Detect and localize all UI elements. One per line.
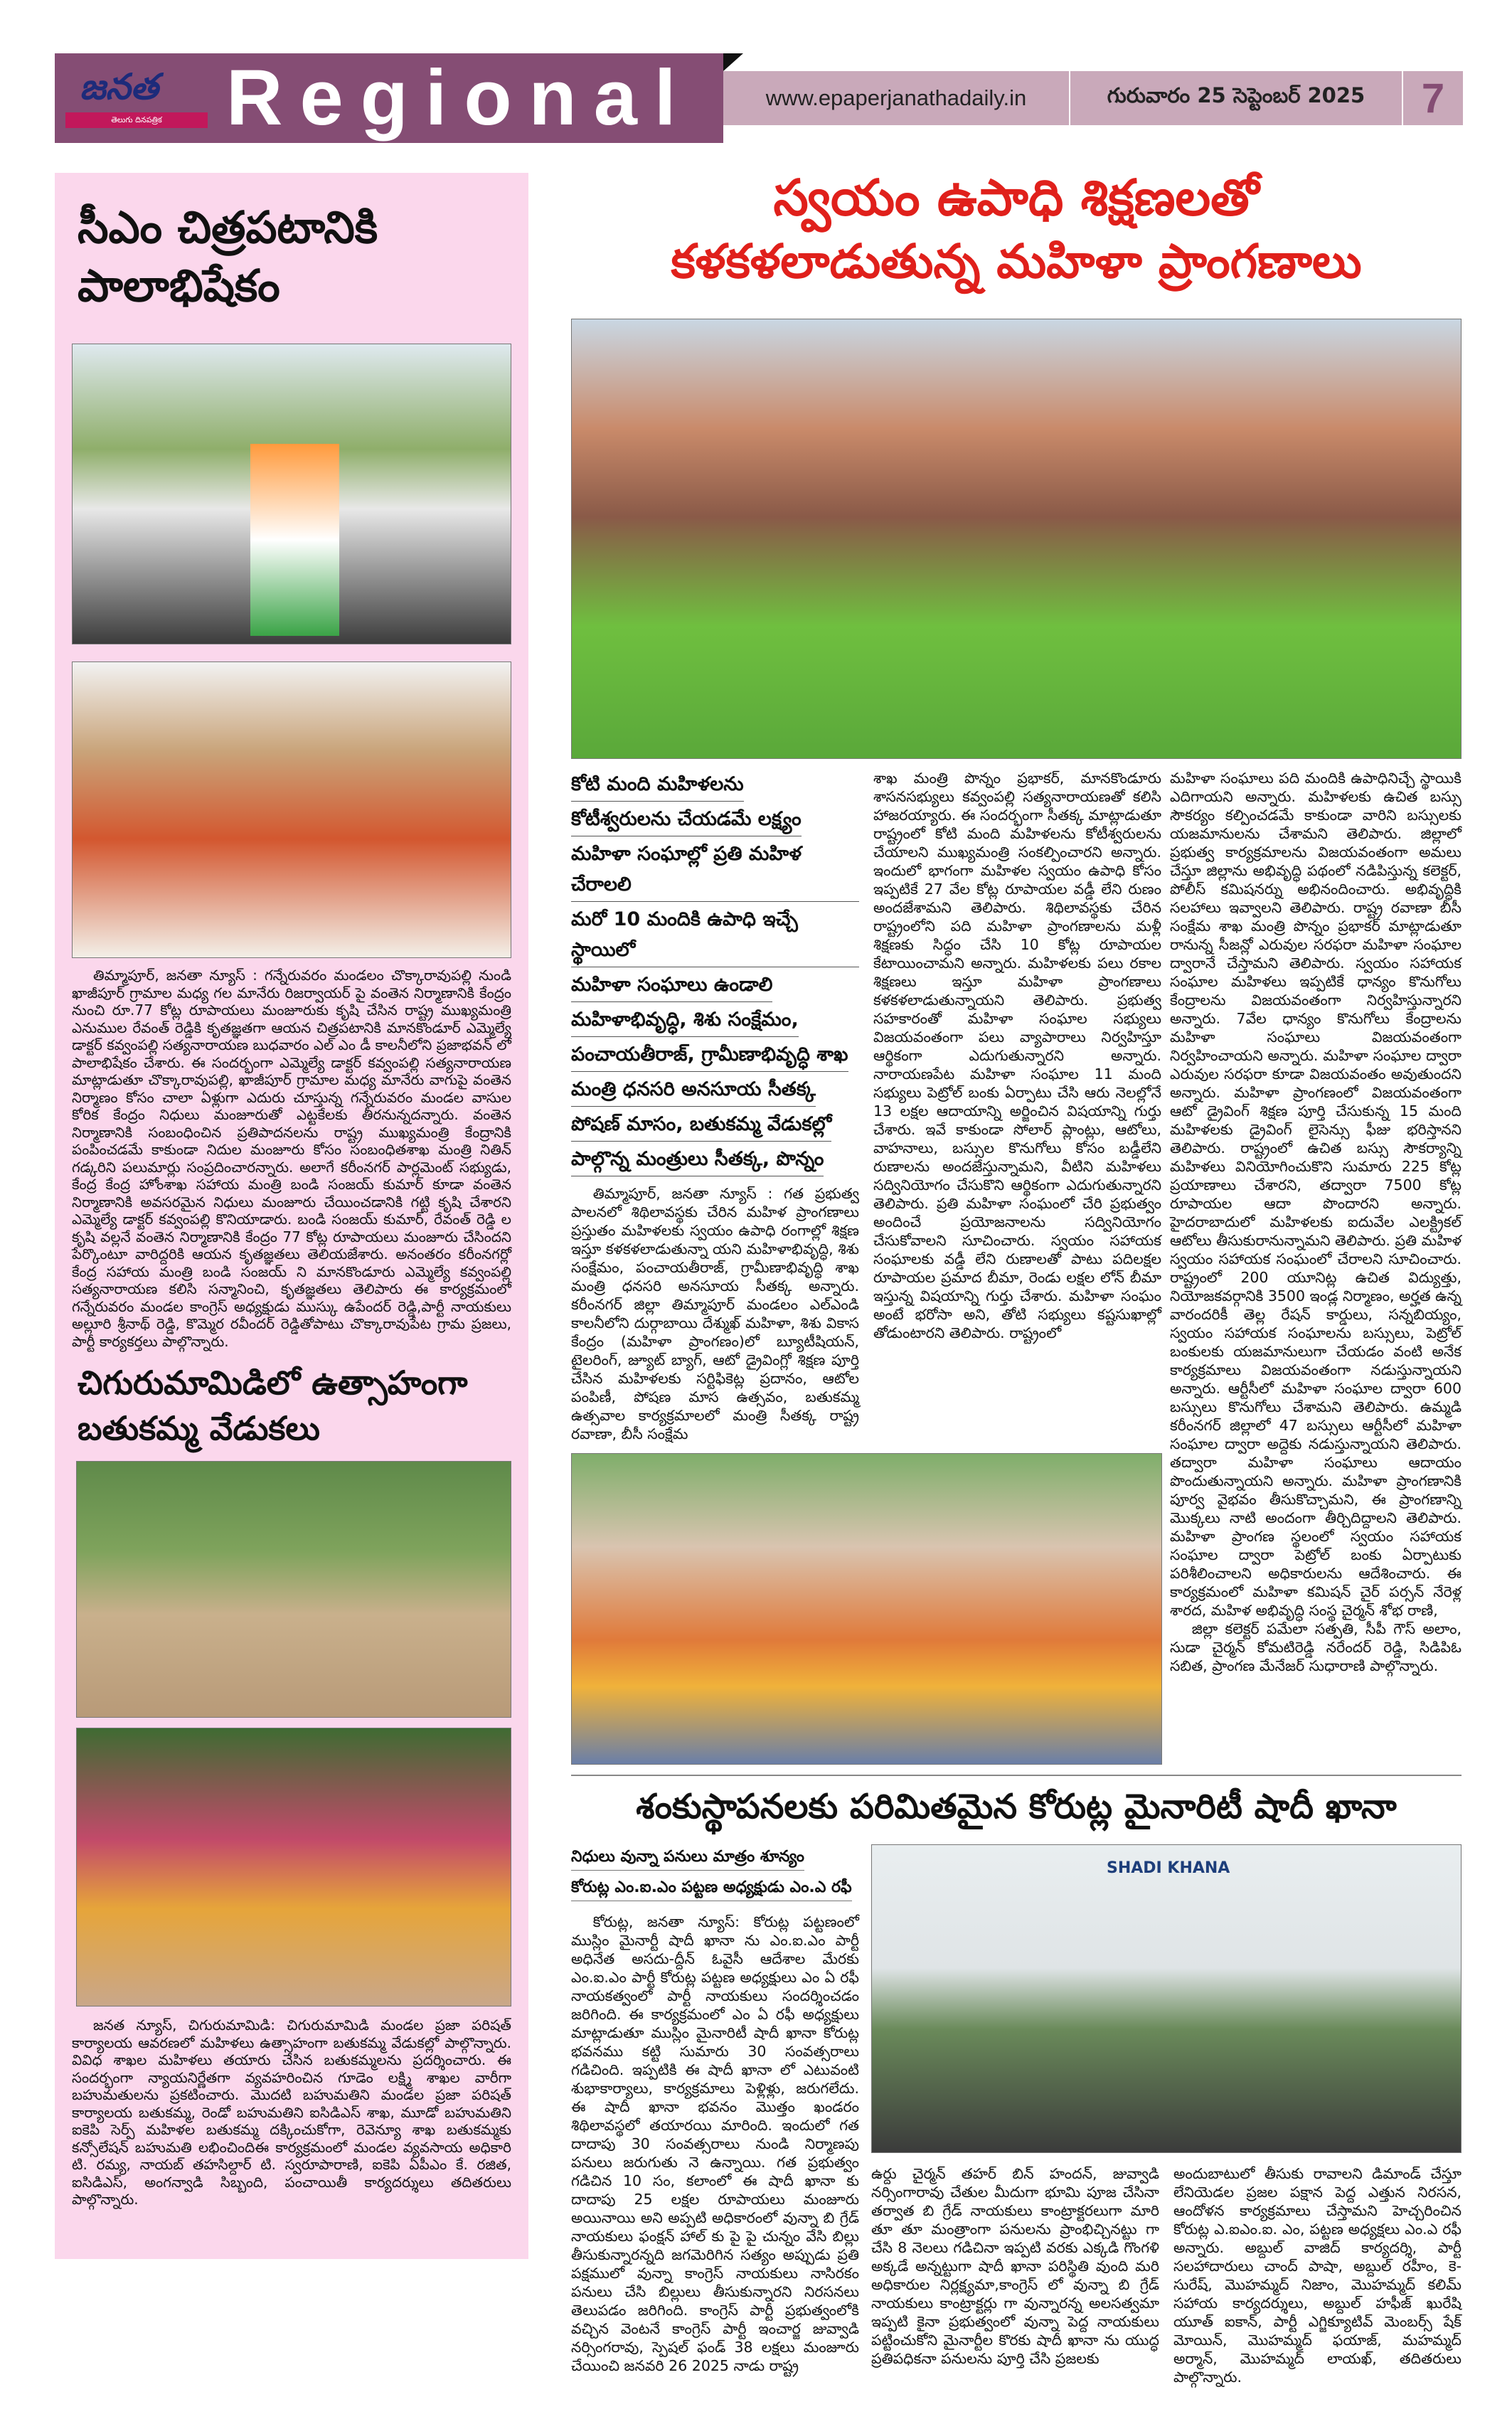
article-column-3 [1170,769,1462,1675]
paragraph: జనత న్యూస్, చిగురుమామిడి: చిగురుమామిడి మండల ప్రజా పరిషత్ కార్యాలయ ఆవరణలో మహిళలు ఉత్సాహంగా బతుకమ్మ వేడుకల్లో పాల్గొన్నారు. వివిధ శాఖల మహిళలు తయారు చేసిన బతుకమ్మలను ప్రదర్శించారు. ఈ సందర్భంగా న్యాయనిర్ణేతగా వ్యవహరించిన గూడెం లక్ష్మి శాఖల వారీగా బహుమతులను ప్రకటించారు. మొదటి బహుమతిని మండల ప్రజా పరిషత్ కార్యాలయ బతుకమ్మ, రెండో బహుమతిని ఐసిడిఎస్ శాఖ, మూడో బహుమతిని ఐకెపి సెర్ప్ మహిళల బతుకమ్మ దక్కించుకోగా, రెవెన్యూ శాఖ బతుకమ్మకు కన్సోలేషన్ బహుమతి లభించిందిఈ కార్యక్రమంలో మండల వ్యవసాయ అధికారి టి. రమ్య, నాయబ్ తహసిల్దార్ టి. స్వరూపారాణి, ఐకెపి ఏపీఎం కే. రజిత, ఐసిడిఎస్, అంగన్వాడి సిబ్బంది, పంచాయితీ కార్యదర్శులు తదితరులు పాల్గొన్నారు. [72,2016,511,2208]
subheading: మహిళాభివృద్ధి, శిశు సంక్షేమం, [571,1004,799,1037]
article-column-2 [873,769,1161,1342]
main-left-columns [571,769,1161,1765]
section-title: Regional [226,54,693,142]
korutla-column-1 [571,1844,859,2375]
masthead-info-strip [723,71,1463,125]
paragraph: ఉర్దు చైర్మన్ తహర్ బిన్ హందన్, జువ్వాడి నర్సింగారావు చేతుల మీదుగా భూమి పూజ చేసినా తర్వాత బి గ్రేడ్ నాయకులు కాంట్రాక్టరలుగా మారి తూ తూ మంత్రాంగా పనులను ప్రాంభిచ్చినట్టు గా చేసి 8 నెలలు గడిచినా ఇప్పటి వరకు ఎక్కడి గొంగళి అక్కడే అన్నట్టుగా షాదీ ఖానా పరిస్థితి వుంది మరి అధికారుల నిర్లక్ష్యమా,కాంగ్రెస్ లో వున్నా బి గ్రేడ్ నాయకులు కాంట్రాక్టర్లు గా వున్నారన్న అలసత్వమా ఇప్పటి కైనా ప్రభుత్వంలో వున్నా పెద్ద నాయకులు పట్టించుకోని మైనార్టీల కొరకు షాదీ ఖానా ను యుద్ధ ప్రతిపధికనా పనులను పూర్తి చేసి ప్రజలకు [871,2165,1159,2367]
photo-ministers-bathukamma [571,1453,1162,1765]
paragraph: తిమ్మాపూర్, జనతా న్యూస్ : గన్నేరువరం మండలం చొక్కారావుపల్లి నుండి ఖాజీపూర్ గ్రామాల మధ్య గల మానేరు రిజర్వాయర్ పై వంతెన నిర్మాణానికి కేంద్రం నుంచి రూ.77 కోట్ల రూపాయలు మంజూరుకు కృషి చేసిన రాష్ట్ర ముఖ్యమంత్రి ఎనుముల రేవంత్ రెడ్డికి కృతజ్ఞతగా ఆయన చిత్రపటానికి మానకొండూర్ ఎమ్మెల్యే డాక్టర్ కవ్వంపల్లి సత్యనారాయణ బుధవారం ఎల్ ఎం డీ కాలనీలోని ప్రజాభవన్ లో పాలాభిషేకం చేశారు. ఈ సందర్భంగా ఎమ్మెల్యే డాక్టర్ కవ్వంపల్లి సత్యనారాయణ మాట్లాడుతూ చొక్కారావుపల్లి, ఖాజీపూర్ గ్రామాల మధ్య మానేరు వాగుపై వంతెన నిర్మాణం కోసం చాలా ఏళ్లుగా ఎదురు చూస్తున్న గన్నేరువరం మండల వాసుల కోరిక కేంద్రం నిధులు మంజూరుతో ఎట్టకేలకు తీరనున్నదన్నారు. వంతెన నిర్మాణానికి సంబంధించిన ప్రతిపాదనలను రాష్ట్ర ముఖ్యమంత్రి కేంద్రానికి పంపించడమే కాకుండా నిదుల మంజూరు కోసం సంబంధితశాఖ మంత్రి నితిన్ గడ్కరిని పలుమార్లు సంప్రదించారన్నారు. అలాగే కరీంనగర్ పార్లమెంట్ సభ్యుడు, కేంద్ర కేంద్ర హోంశాఖ సహాయ మంత్రి బండి సంజయ్ కుమార్ కూడా వంతెన నిర్మాణానికి అవసరమైన నిధులు మంజూరు చేయించడానికి గట్టి కృషి చేశారని ఎమ్మెల్యే డాక్టర్ కవ్వంపల్లి కొనియాడారు. బండి సంజయ్ కుమార్, రేవంత్ రెడ్డి ల కృషి వల్లనే వంతెన నిర్మాణానికి కేంద్రం 77 కోట్ల రూపాయలు మంజూరు చేసిందని పేర్కొంటూ వారిద్దరికి ఆయన కృతజ్ఞతలు తెలియజేశారు. అనంతరం కరీంనగర్లో కేంద్ర సహాయ మంత్రి బండి సంజయ్ ని మానకొండూరు ఎమ్మెల్యే కవ్వంపల్లి సత్యనారాయణ కలిసి సన్మానించి, కృతజ్ఞతలు తెలిపారు ఈ కార్యక్రమంలో గన్నేరువరం మండల కాంగ్రెస్ అధ్యక్షుడు ముస్కు ఉపేందర్ రెడ్డి,పార్టీ నాయకులు అల్లూరి శ్రీనాథ్ రెడ్డి, కొమ్మెర రవీందర్ రెడ్డితోపాటు చొక్కారావుపేట గ్రామ ప్రజలు, పార్టీ కార్యకర్తలు పాల్గొన్నారు. [72,967,511,1350]
logo-text: జనత [80,66,159,107]
section-divider [571,1775,1462,1776]
paragraph: శాఖ మంత్రి పొన్నం ప్రభాకర్, మానకొండూరు శాసనసభ్యులు కవ్వంపల్లి సత్యనారాయణతో కలిసి హాజరయ్యారు. ఈ సందర్భంగా సీతక్క మాట్లాడుతూ రాష్ట్రంలో కోటి మంది మహిళలను కోటీశ్వరులను చేయాలని ముఖ్యమంత్రి సంకల్పించారని అన్నారు. ఇందులో భాగంగా మహిళల స్వయం ఉపాధి కోసం ఇప్పటికే 27 వేల కోట్ల రూపాయల వడ్డీ లేని రుణం అందజేశామని తెలిపారు. శిథిలావస్థకు చేరిన రాష్ట్రంలోని పది మహిళా ప్రాంగణాలను మళ్లీ శిక్షణకు సిద్ధం చేసి 10 కోట్ల రూపాయల కేటాయించామని అన్నారు. మహిళలకు పలు రకాల శిక్షణలు ఇస్తూ మహిళా ప్రాంగణాలు కళకళలాడుతున్నాయని తెలిపారు. ప్రభుత్వ సహకారంతో మహిళా సంఘాల సభ్యులు విజయవంతంగా పలు వ్యాపారాలు నిర్వహిస్తూ ఆర్థికంగా ఎదుగుతున్నారని అన్నారు. నారాయణపేట మహిళా సంఘాల 11 మంది సభ్యులు పెట్రోల్ బంకు ఏర్పాటు చేసి ఆరు నెలల్లోనే 13 లక్షల ఆదాయాన్ని అర్జించిన విషయాన్ని గుర్తు చేశారు. ఇవే కాకుండా సోలార్ ప్లాంట్లు, ఆటోలు, వాహనాలు, బస్సుల కొనుగోలు కోసం బడ్డీలేని రుణాలను అందజేస్తున్నామని, వీటిని మహిళలు సద్వినియోగం చేసుకొని ఆర్థికంగా ఎదుగుతున్నారని తెలిపారు. ప్రతి మహిళా సంఘంలో చేరి ప్రభుత్వం అందించే ప్రయోజనాలను సద్వినియోగం చేసుకోవాలని సూచించారు. స్వయం సహాయక సంఘాలకు వడ్డీ లేని రుణాలతో పాటు పదిలక్షల రూపాయల ప్రమాద బీమా, రెండు లక్షల లోన్ బీమా ఇస్తున్న విషయాన్ని గుర్తు చేశారు. మహిళా సంఘం అంటే భరోసా అని, తోటి సభ్యులు కష్టసుఖాల్లో తోడుంటారని తెలిపారు. రాష్ట్రంలో [873,770,1161,1341]
subheading: నిధులు వున్నా పనులు మాత్రం శూన్యం [571,1844,804,1871]
issue-date: గురువారం 25 సెప్టెంబర్ 2025 [1070,71,1403,125]
paragraph: తిమ్మాపూర్, జనతా న్యూస్ : గత ప్రభుత్వ పాలనలో శిథిలావస్థకు చేరిన మహిళ ప్రాంగణాలు ప్రస్తుతం మహిళలకు స్వయం ఉపాధి రంగాల్లో శిక్షణ ఇస్తూ కళకళలాడుతున్నా యని మహిళాభివృద్ధి, శిశు సంక్షేమం, పంచాయతీరాజ్, గ్రామీణాభివృద్ధి శాఖ మంత్రి ధనసరి అనసూయ సీతక్క అన్నారు. కరీంనగర్ జిల్లా తిమ్మాపూర్ మండలం ఎల్ఎండి కాలనీలోని దుర్గాబాయి దేశ్ముఖ్ మహిళా, శిశు వికాస కేంద్రం (మహిళా ప్రాంగణం)లో బ్యూటీషియన్, టైలరింగ్, జ్యూట్ బ్యాగ్, ఆటో డ్రైవింగ్లో శిక్షణ పూర్తి చేసిన మహిళలకు సర్టిఫికెట్ల ప్రదానం, ఆటోల పంపిణీ, పోషణ మాస ఉత్సవం, బతుకమ్మ ఉత్సవాల కార్యక్రమాలలో మంత్రి సీతక్క రాష్ట్ర రవాణా, బీసీ సంక్షేమ [571,1185,859,1442]
article-body [72,2016,511,2209]
paragraph: అందుబాటులో తీసుకు రావాలని డిమాండ్ చేస్తూ లేనియెడల ప్రజల పక్షాన పెద్ద ఎత్తున నిరసన, ఆందోళన కార్యక్రమాలు చేస్తామని హెచ్చరించిన కోరుట్ల ఎ.ఐఎం.ఐ. ఎం, పట్టణ అధ్యక్షలు ఎం.ఎ రఫీ అన్నారు. అబ్దుల్ వాజిద్ కార్యదర్శి, పార్టీ సలహాదారులు చాంద్ పాషా, అబ్దుల్ రహీం, కె- సురేష్, మొహమ్మద్ నిజాం, మొహమ్మద్ కలిమ్ సహాయ కార్యదర్శులు, అబ్దుల్ హఫీజ్ ఖురేషి యూత్ ఐకాన్, పార్టీ ఎగ్జిక్యూటివ్ మెంబర్స్ షేక్ మోయిన్, మొహమ్మద్ ఫయాజ్, మహమ్మద్ అర్మాన్, మొహమ్మద్ లాయఖ్, తదితరులు పాల్గొన్నారు. [1173,2165,1462,2386]
korutla-columns [571,1844,1462,2386]
page-number: 7 [1421,75,1445,122]
article-headline: శంకుస్థాపనలకు పరిమితమైన కోరుట్ల మైనారిటీ షాదీ ఖానా [636,1787,1397,1827]
newspaper-logo [65,63,208,134]
paragraph: జిల్లా కలెక్టర్ పమేలా సత్పతి, సీపీ గౌస్ అలాం, సుడా చైర్మన్ కోమటిరెడ్డి నరేందర్ రెడ్డి, సిడిపిఓ సబిత, ప్రాంగణ మేనేజర్ సుధారాణి పాల్గొన్నారు. [1170,1620,1462,1674]
subheading: పంచాయతీరాజ్, గ్రామీణాభివృద్ధి శాఖ [571,1039,848,1072]
photo-certificate-distribution [571,319,1462,759]
korutla-right-area [871,1844,1462,2386]
korutla-column-pair [871,2164,1462,2386]
logo-tagline: తెలుగు దినపత్రిక [65,112,208,128]
subheading: మంత్రి ధనసరి అనసూయ సీతక్క [571,1074,816,1107]
photo-portrait-garlanding [72,344,511,644]
website-link[interactable]: www.epaperjanathadaily.in [723,71,1070,125]
right-content-area [571,165,1462,2415]
headline-line: స్వయం ఉపాధి శిక్షణలతో [773,169,1260,227]
photo-bathukamma-women [76,1728,511,2007]
subheading: కోటి మంది మహిళలను [571,769,744,802]
main-article-columns [571,769,1462,1765]
headline-line: కళకళలాడుతున్న మహిళా ప్రాంగణాలు [671,234,1362,289]
left-column-panel [55,173,528,2259]
portrait-poster [250,444,339,636]
subheadings [571,769,859,1179]
paragraph: మహిళా సంఘాలు పది మందికి ఉపాధినిచ్చే స్థాయికి ఎదిగాయని అన్నారు. మహిళలకు ఉచిత బస్సు సౌకర్యం కల్పించడమే కాకుండా వారిని బస్సులకు యజమానులను చేశామని తెలిపారు. జిల్లాలో ప్రభుత్వ కార్యక్రమాలను విజయవంతంగా అమలు చేస్తూ జిల్లాను అభివృద్ధి పథంలో నడిపిస్తున్న కలెక్టర్, పోలీస్ కమిషనర్ను అభినందించారు. అభివృద్ధికి సలహాలు ఇవ్వాలని తెలిపారు. రాష్ట్ర రవాణా బీసీ సంక్షేమ శాఖ మంత్రి పొన్నం ప్రభాకర్ మాట్లాడుతూ రానున్న సీజన్లో ఎరువుల సరఫరా మహిళా సంఘాల ద్వారానే చేస్తామని తెలిపారు. స్వయం సహాయక సంఘాల మహిళలు ఇప్పటికే ధాన్యం కొనుగోలు కేంద్రాలను విజయవంతంగా నిర్వహిస్తున్నారని అన్నారు. 7వేల ధాన్యం కొనుగోలు కేంద్రాలను మహిళా సంఘాలు విజయవంతంగా నిర్వహించాయని అన్నారు. మహిళా సంఘాల ద్వారా ఎరువుల సరఫరా కూడా విజయవంతం అవుతుందని అన్నారు. మహిళా ప్రాంగణంలో విజయవంతంగా ఆటో డ్రైవింగ్ శిక్షణ పూర్తి చేసుకున్న 15 మంది మహిళలకు డ్రైవింగ్ లైసెన్సు ఫీజు భరిస్తానని తెలిపారు. రాష్ట్రంలో ఉచిత బస్సు సౌకర్యాన్ని మహిళలు వినియోగించుకొని సుమారు 225 కోట్ల ప్రయాణాలు చేశారని, తద్వారా 7500 కోట్ల రూపాయల ఆదా పొందారని అన్నారు. హైదరాబాదులో మహిళలకు ఐదువేల ఎలక్ట్రికల్ ఆటోలు తీసుకురానున్నామని తెలిపారు. ప్రతి మహిళ స్వయం సహాయక సంఘంలో చేరాలని సూచించారు. రాష్ట్రంలో 200 యూనిట్ల ఉచిత విద్యుత్తు, నియోజకవర్గానికి 3500 ఇండ్ల నిర్మాణం, అర్హత ఉన్న వారందరికీ తెల్ల రేషన్ కార్డులు, సన్నబియ్యం, స్వయం సహాయక సంఘాలను బస్సులు, పెట్రోల్ బంకులకు యజమానులుగా చేయడం వంటి అనేక కార్యక్రమాలు విజయవంతంగా నడుస్తున్నాయని అన్నారు. ఆర్టీసీలో మహిళా సంఘాల ద్వారా 600 బస్సులు కొనుగోలు చేశామని తెలిపారు. ఉమ్మడి కరీంనగర్ జిల్లాలో 47 బస్సులు ఆర్టీసీలో మహిళా సంఘాల ద్వారా అద్దెకు నడుస్తున్నాయని తెలిపారు. తద్వారా మహిళా సంఘాలు ఆదాయం పొందుతున్నాయని అన్నారు. మహిళా ప్రాంగణానికి పూర్వ వైభవం తీసుకొచ్చామని, ఈ ప్రాంగణాన్ని మొక్కలు నాటి అందంగా తీర్చిదిద్దాలని తెలిపారు. మహిళా ప్రాంగణ స్థలంలో స్వయం సహాయక సంఘాల ద్వారా పెట్రోల్ బంకు ఏర్పాటుకు పరిశీలించాలని అధికారులను ఆదేశించారు. ఈ కార్యక్రమంలో మహిళా కమిషన్ చైర్ పర్సన్ నేరెళ్ల శారద, మహిళ అభివృద్ధి సంస్థ చైర్మన్ శోభ రాణి, [1170,770,1462,1619]
article-column [571,1184,859,1443]
column-pair [571,769,1161,1443]
photo-shadi-khana-visit [871,1844,1462,2153]
article-headline: సీఎం చిత్రపటానికి పాలాభిషేకం [78,201,378,312]
article-headline: చిగురుమామిడిలో ఉత్సాహంగా బతుకమ్మ వేడుకలు [78,1364,468,1447]
subheading: మహిళా సంఘాలు ఉండాలి [571,969,772,1002]
subheading: కోటీశ్వరులను చేయడమే లక్ష్యం [571,804,802,836]
corner-triangle-decoration [723,53,743,71]
article-body [72,967,511,1350]
photo-bathukamma-dance [76,1461,511,1718]
subheadings [571,1844,859,1906]
subheading: కోరుట్ల ఎం.ఐ.ఎం పట్టణ అధ్యక్షుడు ఎం.ఎ రఫీ [571,1875,852,1901]
article-column [571,1913,859,2375]
photo-felicitation [72,661,511,958]
subheading: పాల్గొన్న మంత్రులు సీతక్క, పొన్నం [571,1144,824,1176]
subheading: మహిళా సంఘాల్లో ప్రతి మహిళ చేరాలలి [571,839,859,902]
subheading: పోషణ్ మాసం, బతుకమ్మ వేడుకల్లో [571,1109,831,1142]
building-sign: SHADI KHANA [1107,1859,1230,1877]
main-headline [571,165,1462,293]
article-column [871,2164,1159,2368]
article-column-1 [571,769,859,1443]
article-column [1173,2164,1462,2386]
paragraph: కోరుట్ల, జనతా న్యూస్: కోరుట్ల పట్టణంలో ముస్లిం మైనార్టీ షాదీ ఖానా ను ఎం.ఐ.ఎం పార్టీ అధినేత అసదు-ద్దీన్ ఓవైసీ ఆదేశాల మేరకు ఎం.ఐ.ఎం పార్టీ కోరుట్ల పట్టణ అధ్యక్షులు ఎం ఏ రఫీ నాయకత్వంలో పార్టీ నాయకులు సందర్శించడం జరిగింది. ఈ కార్యక్రమంలో ఎం ఏ రఫీ అధ్యక్షులు మాట్లాడుతూ ముస్లిం మైనారిటీ షాదీ ఖానా కోరుట్ల భవనము కట్టి సుమారు 30 సంవత్సరాలు గడిచింది. ఇప్పటికి ఈ షాదీ ఖానా లో ఎటువంటి శుభాకార్యాలు, కార్యక్రమాలు పెళ్లిళ్లు, జరుగలేదు. ఈ షాదీ ఖానా భవనం మొత్తం ఖండరం శిథిలావస్థలో తయారయి మారింది. ఇందులో గత దాదాపు 30 సంవత్సరాలు నుండి నిర్మాణపు పనులు జరుగుతు నె ఉన్నాయి. గత ప్రభుత్వం గడిచిన 10 సం, కలాంలో ఈ షాదీ ఖానా కు దాదాపు 25 లక్షల రూపాయలు మంజూరు అయినాయి అని అప్పటి అధికారంలో వున్నా బి గ్రేడ్ నాయకులు ఫంక్షన్ హాల్ కు పై పై చున్నం వేసి బిల్లు తీసుకున్నారన్నది జగమెరిగిన సత్యం అప్పుడు ప్రతి పక్షములో వున్నా కాంగ్రెస్ నాయకులు నాసిరకం పనులు చేసి బిల్లులు తీసుకున్నారని నిరసనలు తెలుపడం జరిగింది. కాంగ్రెస్ పార్టీ ప్రభుత్వంలోకి వచ్చిన వెంటనే కాంగ్రెస్ పార్టీ ఇంచార్జ జువ్వాడి నర్సింగరావు, స్పెషల్ ఫండ్ 38 లక్షలు మంజూరు చేయించి జనవరి 26 2025 నాడు రాష్ట్ర [571,1913,859,2374]
subheading: మరో 10 మందికి ఉపాధి ఇచ్చే స్థాయిలో [571,904,859,967]
